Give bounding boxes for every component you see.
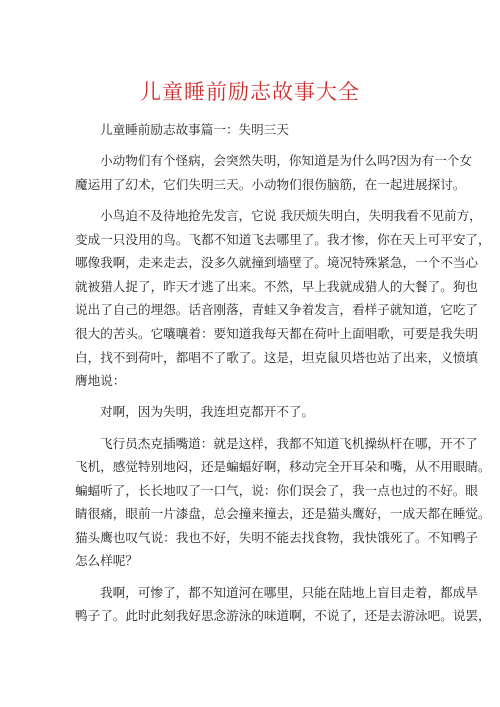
text-line: 魔运用了幻术，它们失明三天。小动物们很伤脑筋，在一起进展探讨。 — [75, 176, 466, 192]
text-line: 猫头鹰也叹气说：我也不好，失明不能去找食物，我快饿死了。不知鸭子 — [75, 529, 478, 545]
text-line: 小动物们有个怪病，会突然失明，你知道是为什么吗?因为有一个女 — [100, 153, 472, 169]
text-line: 变成一只没用的鸟。飞都不知道飞去哪里了。我才惨，你在天上可平安了， — [75, 231, 491, 247]
document-body — [75, 118, 491, 635]
text-line: 对啊，因为失明，我连坦克都开不了。 — [100, 404, 315, 420]
text-line: 说出了自己的埋怨。话音刚落，青蛙又争着发言，看样子就知道，它吃了 — [75, 302, 478, 318]
text-line: 哪像我啊，走来走去，没多久就撞到墙壁了。境况特殊紧急，一个不当心 — [75, 255, 478, 271]
paragraph — [75, 400, 429, 424]
paragraph — [75, 118, 429, 142]
text-line: 怎么样呢？ — [75, 553, 138, 569]
text-line: 儿童睡前励志故事篇一：失明三天 — [100, 122, 289, 137]
paragraph — [75, 581, 491, 628]
text-line: 鸭子了。此时此刻我好思念游泳的味道啊，不说了，还是去游泳吧。说罢， — [75, 608, 491, 624]
paragraph — [75, 149, 472, 196]
text-line: 白，找不到荷叶，都唱不了歌了。这是，坦克鼠贝塔也站了出来，义愤填 — [75, 349, 478, 365]
text-line: 小鸟迫不及待地抢先发言，它说 我厌烦失明白，失明我看不见前方， — [100, 207, 482, 223]
paragraph — [75, 204, 491, 393]
text-line: 膺地说： — [75, 373, 126, 389]
text-line: 蝙蝠听了，长长地叹了一口气，说：你们误会了，我一点也过的不好。眼 — [75, 482, 478, 498]
text-line: 我啊，可惨了，都不知道河在哪里，只能在陆地上盲目走着，都成旱 — [100, 584, 478, 600]
text-line: 就被猎人捉了，昨天才逃了出来。不然，早上我就成猎人的大餐了。狗也 — [75, 278, 478, 294]
paragraph — [75, 432, 491, 574]
text-line: 很大的苦头。它嚷嚷着：要知道我每天都在荷叶上面唱歌，可要是我失明 — [75, 325, 478, 341]
document-title: 儿童睡前励志故事大全 — [140, 80, 360, 104]
text-line: 飞机，感觉特别地闷，还是蝙蝠好啊，移动完全开耳朵和嘴，从不用眼睛。 — [75, 459, 491, 475]
text-line: 睛很痛，眼前一片漆盘，总会撞来撞去，还是猫头鹰好，一成天都在睡觉。 — [75, 506, 491, 522]
text-line: 飞行员杰克插嘴道：就是这样，我都不知道飞机操纵杆在哪，开不了 — [100, 435, 478, 451]
